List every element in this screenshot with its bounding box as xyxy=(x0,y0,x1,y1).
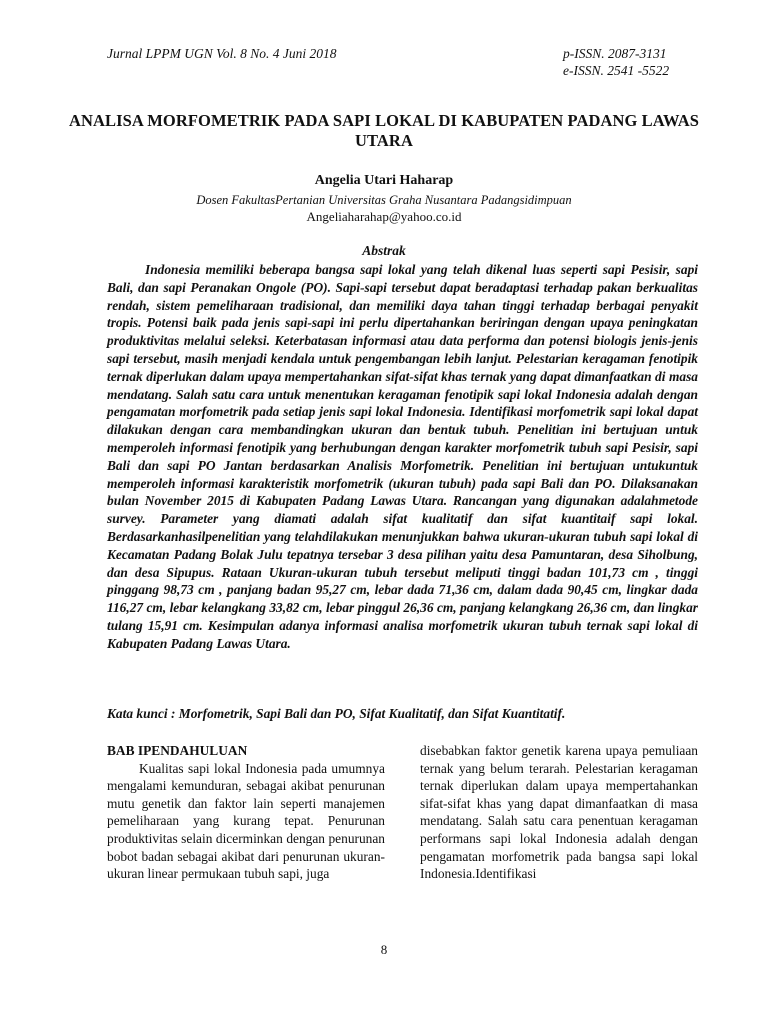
abstract-body: Indonesia memiliki beberapa bangsa sapi lokal yang telah dikenal luas seperti sapi Pesisir, sapi Bali, dan sapi Peranakan Ongole (PO). Sapi-sapi tersebut dapat beradaptasi terhadap pakan berkualitas rendah, sistem pemeliharaan tradisional, dan memiliki daya tahan tinggi terhadap berbagai penyakit tropis. Potensi baik pada jenis sapi-sapi ini perlu dipertahankan beriringan dengan upaya peningkatan produktivitas melalui seleksi. Keterbatasan informasi atau data performa dan potensi biologis jenis-jenis sapi tersebut, masih menjadi kendala untuk pengembangan lebih lanjut. Pelestarian keragaman fenotipik ternak diperlukan dalam upaya mempertahankan sifat-sifat khas ternak yang dapat dimanfaatkan di masa mendatang. Salah satu cara untuk menentukan keragaman fenotipik sapi lokal Indonesia adalah dengan pengamatan morfometrik pada setiap jenis sapi lokal Indonesia. Identifikasi morfometrik sapi lokal dapat dilakukan dengan cara membandingkan ukuran dan bentuk tubuh. Penelitian ini bertujuan untuk memperoleh informasi fenotipik yang berhubungan dengan karakter morfometrik tubuh sapi Pesisir, sapi Bali dan sapi PO Jantan berdasarkan Analisis Morfometrik. Penelitian ini bertujuan untukuntuk memperoleh informasi karakteristik morfometrik (ukuran tubuh) pada sapi Bali dan PO. Dilaksanakan bulan November 2015 di Kabupaten Padang Lawas Utara. Rancangan yang digunakan adalahmetode survey. Parameter yang diamati adalah sifat kualitatif dan sifat kuantitaif sapi lokal. Berdasarkanhasilpenelitian yang telahdilakukan menunjukkan bahwa ukuran-ukuran tubuh sapi lokal di Kecamatan Padang Bolak Julu tepatnya tersebar 3 desa pilihan yaitu desa Pamuntaran, desa Siholbung, dan desa Sipupus. Rataan Ukuran-ukuran tubuh tersebut meliputi tinggi badan 101,73 cm , tinggi pinggang 98,73 cm , panjang badan 95,27 cm, lebar dada 71,36 cm, dalam dada 90,45 cm, lingkar dada 116,27 cm, lebar kelangkang 33,82 cm, lebar pinggul 26,36 cm, panjang kelangkang 26,36 cm, dan lingkar tulang 15,91 cm. Kesimpulan adanya informasi analisa morfometrik ukuran tubuh ternak sapi lokal di Kabupaten Padang Lawas Utara. xyxy=(107,262,698,651)
journal-header: Jurnal LPPM UGN Vol. 8 No. 4 Juni 2018 xyxy=(107,46,337,61)
section-heading: BAB IPENDAHULUAN xyxy=(107,743,248,758)
pissn: p-ISSN. 2087-3131 xyxy=(563,46,667,61)
keywords: Kata kunci : Morfometrik, Sapi Bali dan PO, Sifat Kualitatif, dan Sifat Kuantitatif. xyxy=(107,706,566,721)
eissn: e-ISSN. 2541 -5522 xyxy=(563,63,670,78)
right-column-text: disebabkan faktor genetik karena upaya pemuliaan ternak yang belum terarah. Pelestarian keragaman ternak diperlukan dalam upaya mempertahankan sifat-sifat khas yang dapat dimanfaatkan di masa mendatang. Salah satu cara penentuan keragaman performans sapi lokal Indonesia adalah dengan pengamatan morfometrik pada bangsa sapi lokal Indonesia.Identifikasi xyxy=(420,743,698,882)
paper-title: ANALISA MORFOMETRIK PADA SAPI LOKAL DI KABUPATEN PADANG LAWAS UTARA xyxy=(68,111,700,150)
author-name: Angelia Utari Haharap xyxy=(314,173,454,188)
author-email: Angeliaharahap@yahoo.co.id xyxy=(306,209,462,224)
author-affiliation: Dosen FakultasPertanian Universitas Graha Nusantara Padangsidimpuan xyxy=(196,193,572,207)
abstract-text xyxy=(107,261,698,653)
right-column xyxy=(420,742,698,883)
issn-block xyxy=(563,45,669,79)
page-number: 8 xyxy=(380,942,388,957)
left-column-text: Kualitas sapi lokal Indonesia pada umumnya mengalami kemunduran, sebagai akibat penurunan mutu genetik dan faktor lain seperti manajemen pemeliharaan yang kurang tepat. Penurunan produktivitas selain dicerminkan dengan penurunan bobot badan sebagai akibat dari penurunan ukuran-ukuran linear permukaan tubuh sapi, juga xyxy=(107,760,385,882)
abstract-heading: Abstrak xyxy=(362,243,406,258)
left-column xyxy=(107,742,385,883)
